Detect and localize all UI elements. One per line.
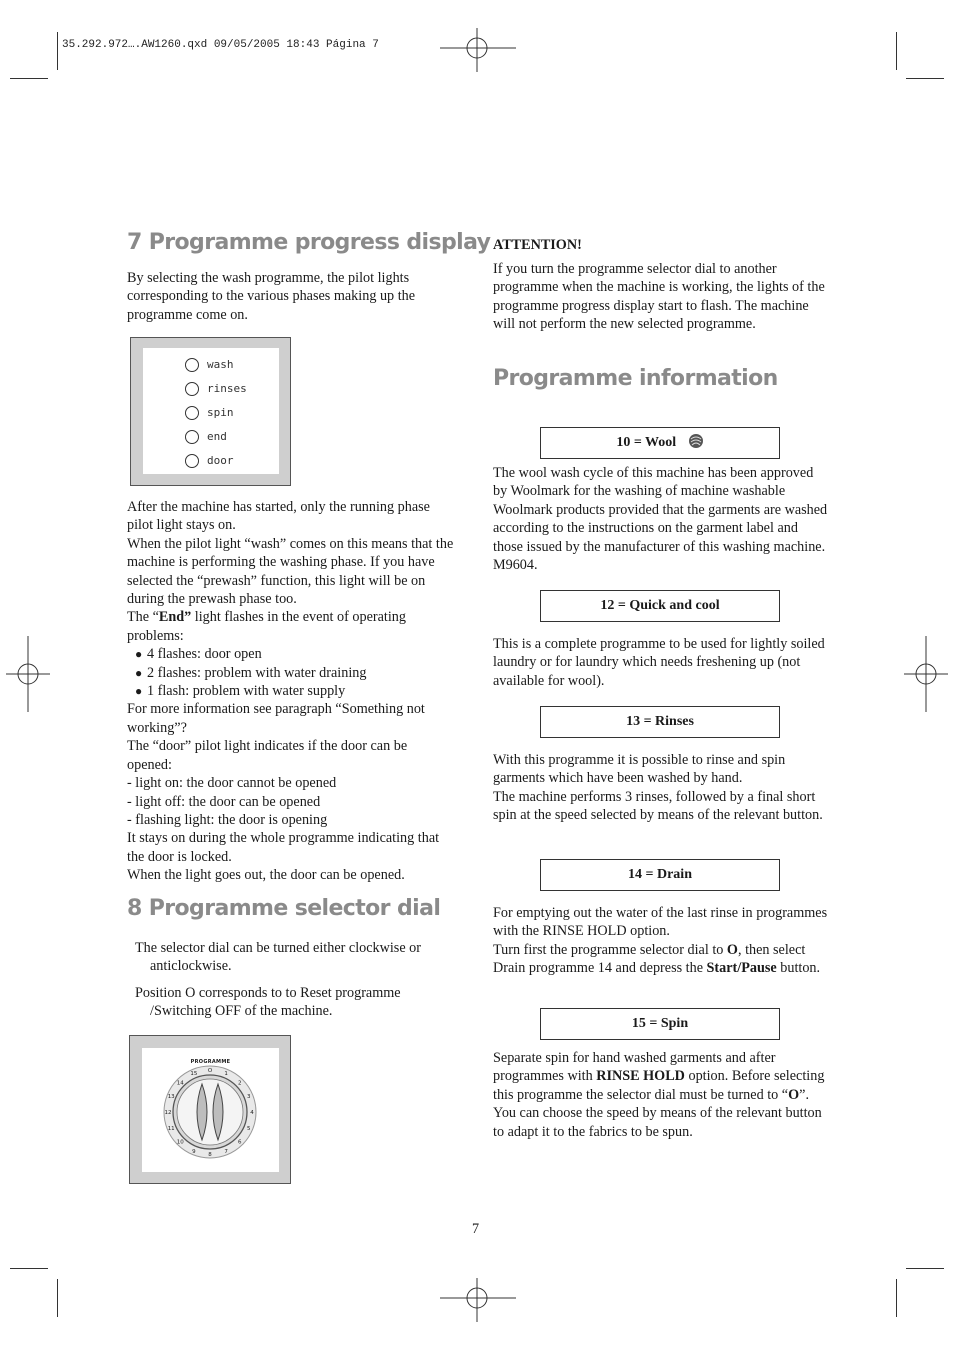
led-rinses: rinses [185, 380, 247, 398]
dial-number: 14 [176, 1080, 184, 1087]
dial-number: 15 [190, 1071, 198, 1078]
led-wash: wash [185, 356, 234, 374]
file-slug: 35.292.972….AW1260.qxd 09/05/2005 18:43 Página 7 [62, 39, 379, 51]
dial-number: 13 [167, 1093, 175, 1100]
position-paragraph: Position O corresponds to to Reset programme /Switching OFF of the machine. [135, 985, 401, 1020]
door-light-paragraph: The “door” pilot light indicates if the door can be opened: [127, 738, 408, 773]
list-item: ● 1 flash: problem with water supply [135, 683, 346, 700]
light-goes-out-paragraph: When the light goes out, the door can be opened. [127, 867, 405, 884]
dial-number: 9 [192, 1148, 196, 1155]
programme-spin-box: 15 = Spin [540, 1008, 780, 1040]
section-8-title: 8 Programme selector dial [127, 896, 441, 921]
programme-drain-box: 14 = Drain [540, 859, 780, 891]
spin-light-icon [185, 406, 199, 420]
running-phase-paragraph: After the machine has started, only the running phase pilot light stays on. [127, 499, 430, 534]
progress-display-text [127, 498, 455, 885]
intro-paragraph: By selecting the wash programme, the pilot lights corresponding to the various phases making up the programme come on. [127, 270, 416, 323]
dial-number: 10 [176, 1139, 184, 1146]
led-spin: spin [185, 404, 234, 422]
dial-number: 12 [164, 1110, 172, 1116]
list-item: ● 2 flashes: problem with water draining [135, 664, 367, 681]
dial-number: 8 [208, 1152, 212, 1158]
woolmark-icon [688, 433, 704, 449]
end-light-icon [185, 430, 199, 444]
wash-light-icon [185, 358, 199, 372]
end-light-paragraph: The “End” light flashes in the event of operating problems: [127, 609, 406, 644]
door-light-icon [185, 454, 199, 468]
dial-number: 3 [247, 1093, 251, 1100]
registration-mark-right [904, 636, 948, 712]
door-state: - flashing light: the door is opening [127, 811, 328, 828]
wash-light-paragraph: When the pilot light “wash” comes on this means that the machine is performing the washing phase. If you have selected the “prewash” function, this light will be on during the prewash phase too. [127, 535, 454, 608]
programme-information-title: Programme information [493, 366, 778, 391]
registration-mark-left [6, 636, 50, 712]
drain-text: For emptying out the water of the last rinse in programmes with the RINSE HOLD option. Turn first the programme selector dial to O, then select Drain programme 14 and depress the Start/Pause button. [493, 905, 828, 977]
dial-number: 2 [237, 1080, 242, 1087]
wool-text: The wool wash cycle of this machine has been approved by Woolmark for the washing of machine washable Woolmark products provided that the garments are washed according to the instructions on the garment label and those issued by the manufacturer of this washing machine. M9604. [493, 465, 828, 574]
dial-number: 5 [247, 1126, 251, 1133]
quick-text: This is a complete programme to be used for lightly soiled laundry or for laundry which needs freshening up (not available for wool). [493, 636, 825, 689]
door-state: - light off: the door can be opened [127, 793, 321, 810]
attention-title: ATTENTION! [493, 237, 582, 253]
selector-paragraph: The selector dial can be turned either clockwise or anticlockwise. [135, 940, 421, 975]
selector-dial-figure [129, 1035, 291, 1184]
progress-display-figure [130, 337, 291, 486]
section-7-title: 7 Programme progress display [127, 230, 491, 255]
programme-wool-box: 10 = Wool [540, 427, 780, 459]
dial-number: 1 [224, 1071, 228, 1078]
stays-on-paragraph: It stays on during the whole programme indicating that the door is locked. [127, 830, 440, 865]
more-info-paragraph: For more information see paragraph “Something not working”? [127, 701, 425, 736]
registration-mark-bottom [440, 1278, 516, 1322]
rinses-text: With this programme it is possible to rinse and spin garments which have been washed by hand. The machine performs 3 rinses, followed by a final short spin at the speed selected by means of the relevant button. [493, 752, 823, 824]
led-door: door [185, 452, 234, 470]
dial-number: 11 [167, 1126, 175, 1133]
door-state: - light on: the door cannot be opened [127, 775, 337, 792]
dial-label: PROGRAMME [190, 1059, 231, 1065]
dial-number: O [207, 1068, 213, 1074]
page-number: 7 [472, 1221, 480, 1237]
registration-mark-top [440, 28, 516, 72]
programme-quick-box: 12 = Quick and cool [540, 590, 780, 622]
programme-rinses-box: 13 = Rinses [540, 706, 780, 738]
dial-number: 7 [224, 1148, 228, 1155]
dial-number: 4 [250, 1110, 254, 1116]
spin-text: Separate spin for hand washed garments and after programmes with RINSE HOLD option. Before selecting this programme the selector dial must be turned to “O”. You can choose the speed by means of the relevant button to adapt it to the fabrics to be spun. [493, 1050, 825, 1140]
dial-number: 6 [237, 1139, 242, 1146]
rinses-light-icon [185, 382, 199, 396]
attention-text: If you turn the programme selector dial to another programme when the machine is working, the lights of the programme progress display start to flash. The machine will not perform the new selected programme. [493, 261, 825, 333]
led-end: end [185, 428, 227, 446]
list-item: ● 4 flashes: door open [135, 646, 262, 663]
selector-dial-icon [142, 1048, 279, 1172]
